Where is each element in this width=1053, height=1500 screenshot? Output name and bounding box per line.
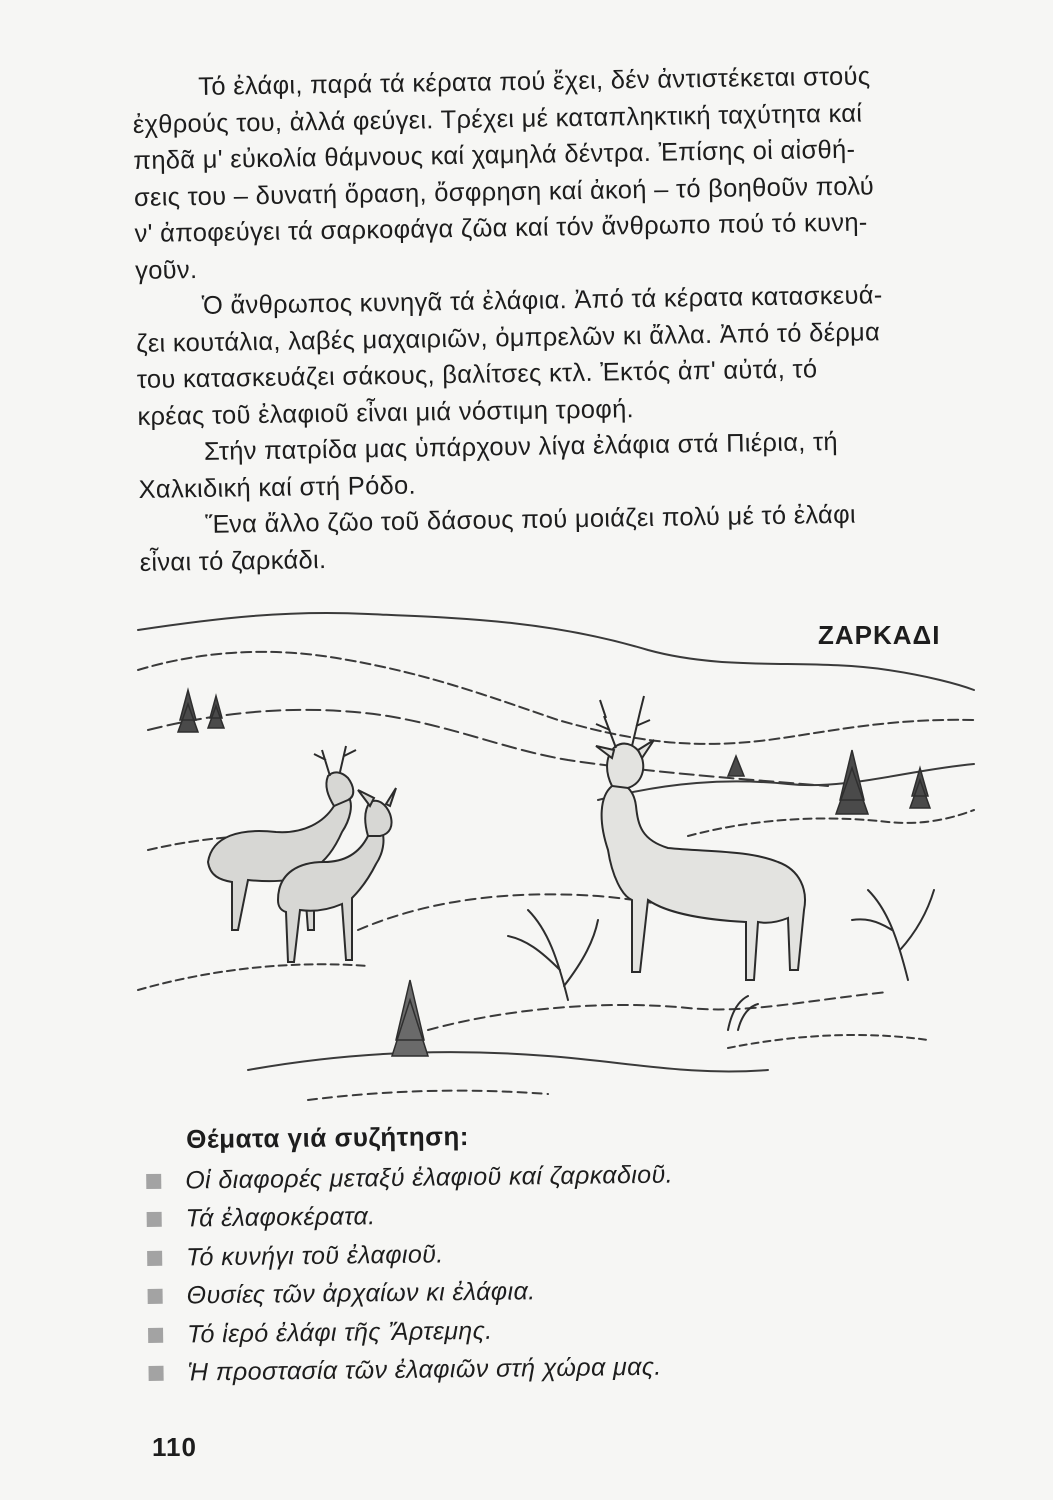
line: Στήν πατρίδα μας ὑπάρχουν λίγα ἐλάφια στά Πιέρια, τή [203,427,839,466]
square-bullet-icon [147,1212,162,1227]
roe-deer-illustration [128,600,976,1120]
ground-contour [138,964,368,990]
page-number: 110 [152,1432,197,1462]
line: πηδᾶ μ' εὐκολία θάμνους καί χαμηλά δέντρα. Ἐπίσης οἱ αἰσθή- [133,135,856,175]
ground-contour [308,1091,548,1100]
topic-text: Τά ἐλαφοκέρατα. [185,1202,376,1233]
tree [836,750,868,814]
grass-tuft [728,996,758,1030]
tree [910,768,930,808]
square-bullet-icon [148,1366,163,1381]
discussion-topics-heading: Θέματα γιά συζήτηση: [186,1121,470,1154]
line: κρέας τοῦ ἐλαφιοῦ εἶναι μιά νόστιμη τροφή. [137,394,635,431]
discussion-topics-list [146,1153,849,1393]
line: ἐχθρούς του, ἀλλά φεύγει. Τρέχει μέ καταπληκτική ταχύτητα καί [132,99,863,139]
illustration-caption: ΖΑΡΚΑΔΙ [818,620,941,650]
topic-text: Τό ἱερό ἐλάφι τῆς Ἄρτεμης. [186,1316,493,1349]
paragraph-3 [138,421,997,507]
paragraph-1 [132,57,993,289]
tree [208,696,224,728]
line: ν' ἀποφεύγει τά σαρκοφάγα ζῶα καί τόν ἄνθρωπο πού τό κυνη- [134,208,868,248]
tree [728,756,744,776]
line: Ἕνα ἄλλο ζῶο τοῦ δάσους πού μοιάζει πολύ μέ τό ἐλάφι [204,500,857,539]
line: Ὁ ἄνθρωπος κυνηγᾶ τά ἐλάφια. Ἀπό τά κέρατα κατασκευά- [201,281,883,320]
bare-shrub [852,890,934,980]
paragraph-4 [139,494,998,580]
bare-shrub [508,910,598,1000]
line: του κατασκευάζει σάκους, βαλίτσες κτλ. Ἐκτός ἀπ' αὐτά, τό [136,355,818,394]
body-text [132,57,998,581]
antler [596,696,650,748]
tree [178,690,198,732]
square-bullet-icon [148,1289,163,1304]
line: γοῦν. [134,255,198,285]
topic-text: Θυσίες τῶν ἀρχαίων κι ἐλάφια. [186,1277,536,1310]
paragraph-2 [135,275,995,434]
line: Χαλκιδική καί στή Ρόδο. [138,471,417,504]
line: σεις του – δυνατή ὅραση, ὄσφρηση καί ἀκοή – τό βοηθοῦν πολύ [133,171,875,212]
line: Τό ἐλάφι, παρά τά κέρατα πού ἔχει, δέν ἀντιστέκεται στούς [198,62,871,101]
square-bullet-icon [147,1251,162,1266]
hill-ridge [148,710,828,786]
square-bullet-icon [146,1174,161,1189]
list-item [148,1346,848,1393]
ground-contour [428,992,888,1030]
ground-contour [728,1035,928,1048]
topic-text: Τό κυνήγι τοῦ ἐλαφιοῦ. [185,1240,444,1272]
small-pine [392,980,428,1056]
line: ζει κουτάλια, λαβές μαχαιριῶν, ὀμπρελῶν κι ἄλλα. Ἀπό τό δέρμα [136,317,881,358]
topic-text: Οἱ διαφορές μεταξύ ἐλαφιοῦ καί ζαρκαδιοῦ. [185,1160,674,1195]
valley-line [688,810,974,836]
square-bullet-icon [148,1328,163,1343]
line: εἶναι τό ζαρκάδι. [139,545,327,577]
deer-body [602,784,805,980]
deer-left-pair [208,746,396,962]
ground-contour [248,1052,768,1071]
topic-text: Ἡ προστασία τῶν ἐλαφιῶν στή χώρα μας. [187,1352,662,1387]
